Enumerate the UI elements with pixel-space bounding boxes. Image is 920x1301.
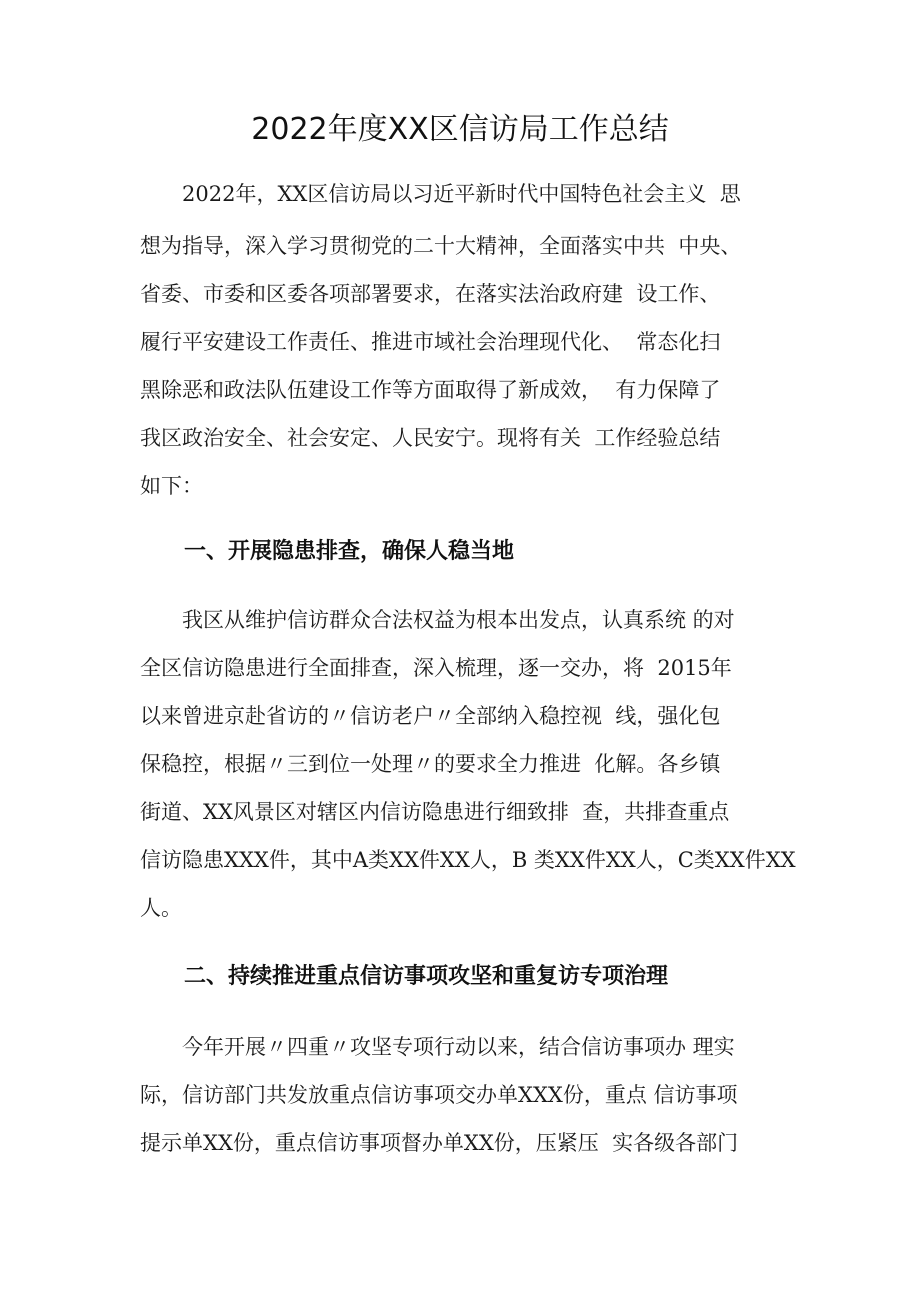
section1-paragraph-line: 保稳控，根据〃三到位一处理〃的要求全力推进 化解。各乡镇 [140, 752, 721, 776]
intro-paragraph-line: 2022年，XX区信访局以习近平新时代中国特色社会主义 思 [140, 182, 741, 206]
section-heading-2: 二、持续推进重点信访事项攻坚和重复访专项治理 [184, 964, 669, 989]
section1-paragraph-line: 街道、XX风景区对辖区内信访隐患进行细致排 查，共排查重点 [140, 800, 730, 824]
intro-paragraph-line: 省委、市委和区委各项部署要求，在落实法治政府建 设工作、 [140, 282, 721, 306]
intro-paragraph-line: 黑除恶和政法队伍建设工作等方面取得了新成效， 有力保障了 [140, 378, 721, 402]
document-title: 2022年度XX区信访局工作总结 [251, 112, 669, 147]
section2-paragraph-line: 今年开展〃四重〃攻坚专项行动以来，结合信访事项办 理实 [140, 1035, 735, 1059]
section1-paragraph-line: 我区从维护信访群众合法权益为根本出发点，认真系统 的对 [140, 608, 735, 632]
section1-paragraph-line: 人。 [140, 896, 182, 920]
intro-paragraph-line: 想为指导，深入学习贯彻党的二十大精神，全面落实中共 中央、 [140, 234, 742, 258]
intro-paragraph-line: 我区政治安全、社会安定、人民安宁。现将有关 工作经验总结 [140, 426, 721, 450]
section1-paragraph-line: 以来曾进京赴省访的〃信访老户〃全部纳入稳控视 线，强化包 [140, 704, 721, 728]
section-heading-1: 一、开展隐患排查，确保人稳当地 [184, 539, 515, 564]
intro-paragraph-line: 如下： [140, 474, 203, 498]
intro-paragraph-line: 履行平安建设工作责任、推进市域社会治理现代化、 常态化扫 [140, 330, 721, 354]
section2-paragraph-line: 提示单XX份，重点信访事项督办单XX份，压紧压 实各级各部门 [140, 1131, 739, 1155]
section1-paragraph-line: 全区信访隐患进行全面排查，深入梳理，逐一交办，将 2015年 [140, 656, 732, 680]
section2-paragraph-line: 际，信访部门共发放重点信访事项交办单XXX份，重点 信访事项 [140, 1083, 738, 1107]
section1-paragraph-line: 信访隐患XXX件，其中A类XX件XX人，B 类XX件XX人，C类XX件XX [140, 848, 796, 872]
